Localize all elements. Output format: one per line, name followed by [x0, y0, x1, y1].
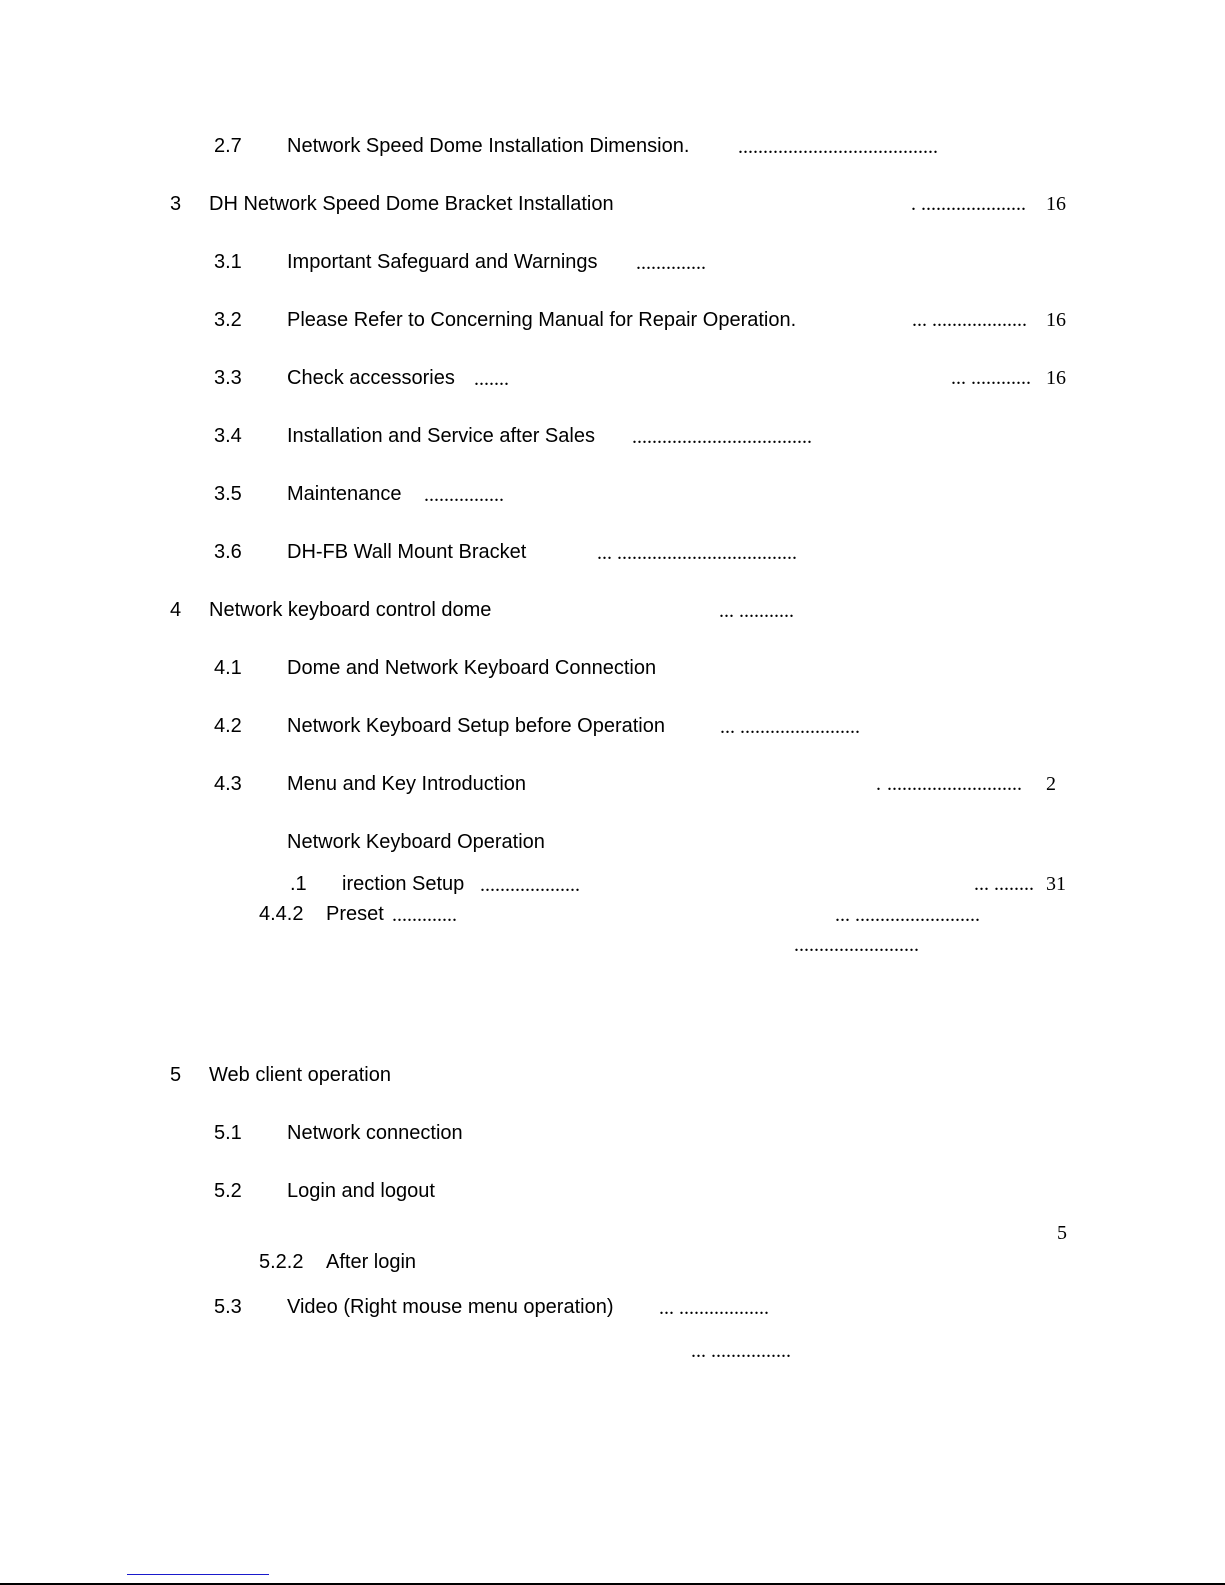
toc-leader: .....................	[921, 193, 1026, 215]
toc-leader: ... ............	[951, 367, 1031, 389]
toc-leader: ....................................	[632, 426, 812, 448]
toc-leader: ................	[424, 484, 504, 506]
toc-number: .1	[290, 873, 307, 895]
toc-title: Network connection	[287, 1122, 463, 1144]
toc-leader: ... ................	[691, 1340, 791, 1362]
toc-title: DH-FB Wall Mount Bracket	[287, 541, 527, 563]
toc-title: Network Keyboard Operation	[287, 831, 545, 853]
toc-number: 2.7	[214, 135, 242, 157]
toc-leader: .	[876, 773, 881, 795]
toc-leader: ...........................	[887, 773, 1022, 795]
toc-title: Installation and Service after Sales	[287, 425, 595, 447]
toc-title: Important Safeguard and Warnings	[287, 251, 598, 273]
toc-number: 5.2	[214, 1180, 242, 1202]
toc-title: Network keyboard control dome	[209, 599, 492, 621]
toc-title: After login	[326, 1251, 417, 1273]
toc-title: Preset	[326, 903, 384, 925]
toc-title: Menu and Key Introduction	[287, 773, 527, 795]
toc-number: 3.6	[214, 541, 242, 563]
toc-leader: ... ........................	[720, 716, 860, 738]
toc-page-number: 16	[1046, 367, 1066, 389]
toc-title: Video (Right mouse menu operation)	[287, 1296, 614, 1318]
toc-leader: ... ........	[974, 873, 1034, 895]
toc-title: Dome and Network Keyboard Connection	[287, 657, 657, 679]
toc-number: 5	[170, 1064, 182, 1086]
toc-number: 3.2	[214, 309, 242, 331]
toc-title: DH Network Speed Dome Bracket Installation	[209, 193, 614, 215]
toc-number: 3.1	[214, 251, 242, 273]
toc-number: 4.1	[214, 657, 242, 679]
toc-leader: ..............	[636, 252, 706, 274]
toc-page-number: 16	[1046, 309, 1066, 331]
toc-page-number: 16	[1046, 193, 1066, 215]
toc-page-number: 31	[1046, 873, 1066, 895]
toc-title: Web client operation	[209, 1064, 391, 1086]
toc-number: 3.3	[214, 367, 242, 389]
toc-leader: .........................	[794, 934, 919, 956]
toc-leader: ... ....................................	[597, 542, 797, 564]
toc-leader: .............	[392, 904, 457, 926]
toc-number: 3.4	[214, 425, 242, 447]
toc-number: 3.5	[214, 483, 242, 505]
toc-leader: ... .........................	[835, 904, 980, 926]
toc-leader: ........................................	[738, 136, 938, 158]
toc-page-number: 5	[1057, 1222, 1067, 1244]
toc-leader: ...................	[932, 309, 1027, 331]
toc-number: 5.1	[214, 1122, 242, 1144]
toc-number: 4.4.2	[259, 903, 304, 925]
toc-title: irection Setup	[342, 873, 465, 895]
toc-number: 5.2.2	[259, 1251, 304, 1273]
toc-title: Check accessories	[287, 367, 455, 389]
toc-title: Please Refer to Concerning Manual for Repair Operation.	[287, 309, 797, 331]
toc-leader: ...	[912, 309, 927, 331]
toc-page-number: 2	[1046, 773, 1056, 795]
toc-number: 4.2	[214, 715, 242, 737]
toc-leader: ... ..................	[659, 1297, 769, 1319]
toc-number: 3	[170, 193, 182, 215]
toc-title: Network Keyboard Setup before Operation	[287, 715, 665, 737]
toc-title: Network Speed Dome Installation Dimension.	[287, 135, 690, 157]
toc-leader: ....................	[480, 874, 580, 896]
toc-number: 5.3	[214, 1296, 242, 1318]
toc-leader: .......	[474, 368, 509, 390]
toc-number: 4.3	[214, 773, 242, 795]
toc-title: Login and logout	[287, 1180, 435, 1202]
toc-leader: ... ...........	[719, 600, 794, 622]
hyperlink-underline[interactable]	[127, 1574, 269, 1575]
toc-number: 4	[170, 599, 182, 621]
toc-title: Maintenance	[287, 483, 402, 505]
toc-leader: .	[911, 193, 916, 215]
